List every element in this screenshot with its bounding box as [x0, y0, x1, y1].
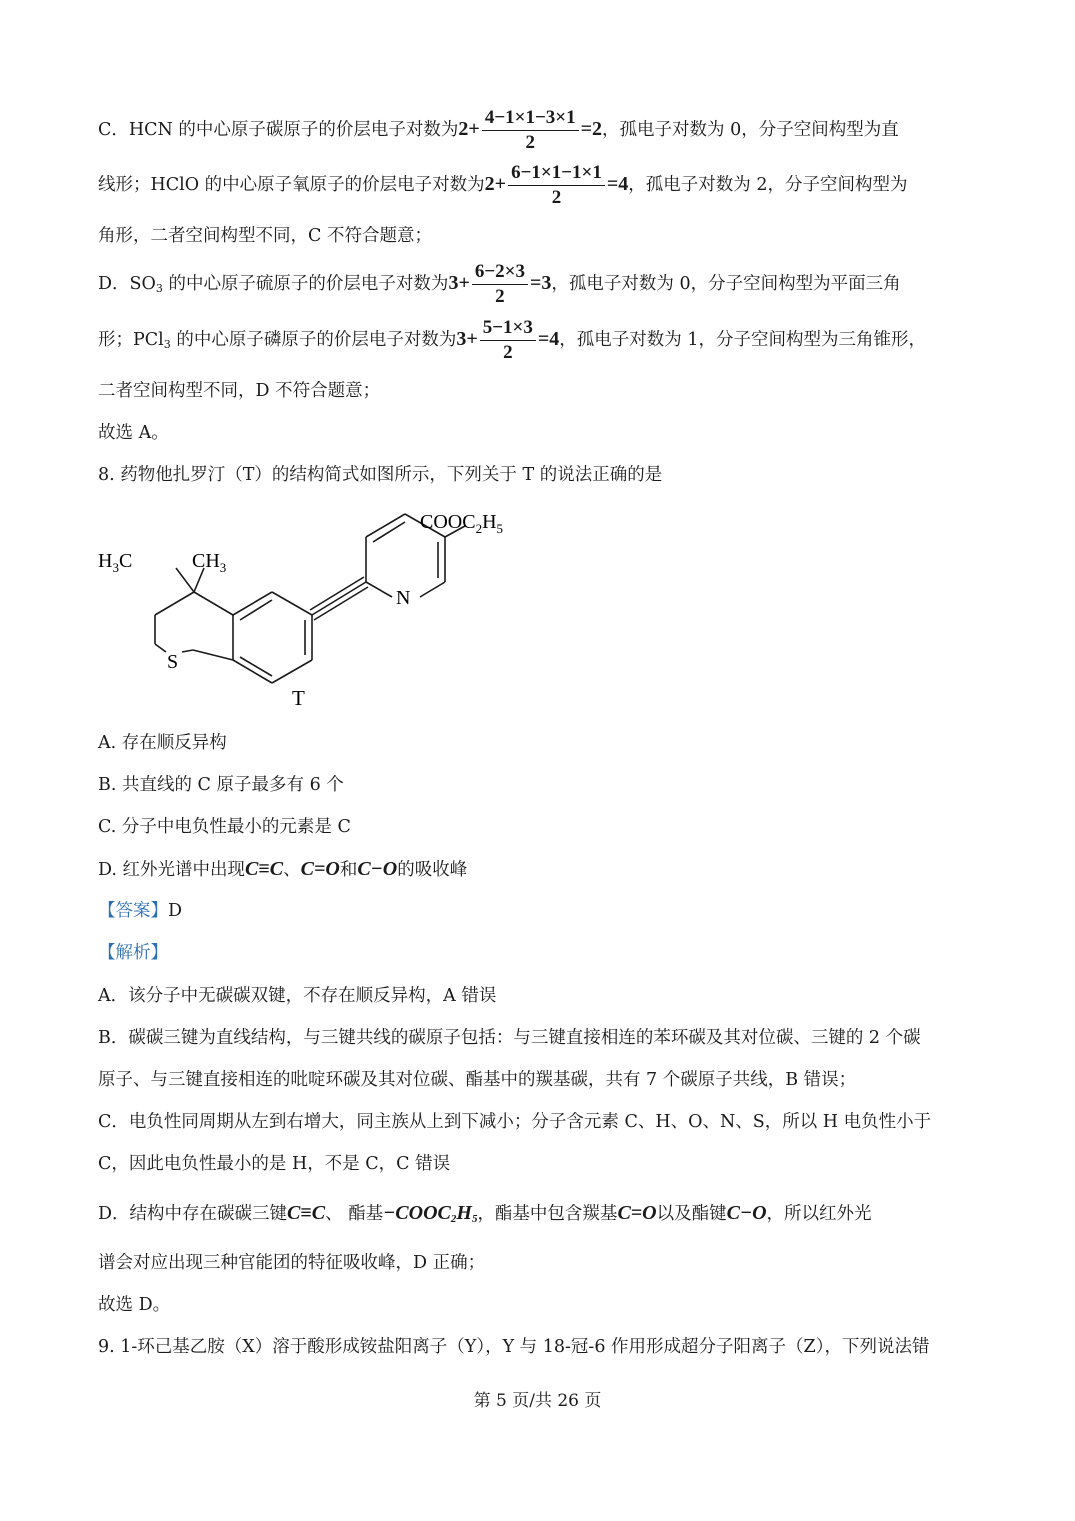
- d-so3-subscript: 3: [155, 282, 163, 295]
- analysis-c1: C．电负性同周期从左到右增大，同主族从上到下减小；分子含元素 C、H、O、N、S，所以 H 电负性小于: [98, 1112, 932, 1132]
- analysis-d1-mid2: ，酯基中包含羰基: [477, 1204, 618, 1224]
- analysis-d1-triple: C≡C: [287, 1202, 326, 1224]
- option-d-double-bond: C=O: [300, 858, 340, 880]
- option-d-single-bond: C−O: [357, 858, 398, 880]
- c-hcn-line: [98, 106, 899, 155]
- analysis-tag: [98, 941, 168, 965]
- analysis-d1-post: ，所以红外光: [766, 1204, 872, 1224]
- d-pcl3-denominator: 2: [503, 342, 513, 363]
- c-hclo-base: 2+: [484, 173, 507, 195]
- answer-value: D: [168, 901, 183, 921]
- d-so3-pre2: 的中心原子硫原子的价层电子对数为: [162, 274, 449, 294]
- d-so3-denominator: 2: [495, 286, 505, 307]
- d-so3-result: =3: [530, 272, 552, 294]
- option-c: C. 分子中电负性最小的元素是 C: [98, 817, 351, 837]
- d-pcl3-subscript: 3: [163, 338, 171, 351]
- option-a: A. 存在顺反异构: [98, 733, 227, 753]
- d-so3-line: [98, 260, 901, 309]
- c-hcn-denominator: 2: [525, 132, 535, 153]
- sulfur-atom-label: S: [167, 651, 179, 673]
- d-so3-suffix: ，孤电子对数为 0，分子空间构型为平面三角: [551, 274, 901, 294]
- c-hcn-suffix: ，孤电子对数为 0，分子空间构型为直: [602, 120, 899, 140]
- page-footer: 第 5 页/共 26 页: [473, 1391, 602, 1411]
- d-pcl3-line: [98, 316, 926, 365]
- answer-line: [98, 899, 182, 923]
- answer-tag: 【答案】: [98, 901, 168, 921]
- analysis-a: A．该分子中无碳碳双键，不存在顺反异构，A 错误: [98, 986, 497, 1006]
- d-so3-base: 3+: [448, 272, 470, 294]
- d-pcl3-base: 3+: [456, 328, 478, 350]
- option-d-pre: D. 红外光谱中出现: [98, 860, 246, 880]
- analysis-d1: [98, 1201, 872, 1231]
- d-pcl3-fraction: [480, 316, 536, 365]
- d-so3-numerator: 6−2×3: [472, 260, 528, 285]
- analysis-d2: 谱会对应出现三种官能团的特征吸收峰，D 正确；: [98, 1253, 486, 1273]
- analysis-d1-carbonyl: C=O: [617, 1202, 657, 1224]
- option-d: [98, 857, 467, 882]
- d-pcl3-pre: 形；PCl: [98, 330, 164, 350]
- d-so3-fraction: [472, 260, 528, 309]
- c-hclo-fraction: [508, 161, 605, 210]
- nitrogen-atom-label: N: [396, 587, 411, 609]
- left-methyl-label: $H_3C$: [98, 550, 133, 575]
- d-pcl3-result: =4: [537, 328, 560, 350]
- c-hclo-denominator: 2: [551, 187, 562, 208]
- c-hcn-fraction: [482, 106, 579, 155]
- question-8-stem: 8. 药物他扎罗汀（T）的结构简式如图所示，下列关于 T 的说法正确的是: [98, 465, 663, 485]
- c-hcn-result: =2: [580, 118, 603, 140]
- right-methyl-label: $CH_3$: [192, 550, 227, 575]
- c-hclo-line: [98, 161, 907, 210]
- question-9-stem: 9. 1-环己基乙胺（X）溶于酸形成铵盐阳离子（Y），Y 与 18-冠-6 作用形成超分子阳离子（Z），下列说法错: [98, 1337, 930, 1357]
- option-b: B. 共直线的 C 原子最多有 6 个: [98, 775, 344, 795]
- ester-group: $COOC_2H_5$: [420, 511, 504, 536]
- d-so3-pre: D．SO: [98, 274, 156, 294]
- option-d-and: 和: [339, 860, 358, 880]
- c-hcn-prefix: C．HCN 的中心原子碳原子的价层电子对数为: [98, 120, 459, 140]
- c-hclo-numerator: 6−1×1−1×1: [508, 161, 605, 186]
- c-hcn-base: 2+: [458, 118, 480, 140]
- answer-7: 故选 A。: [98, 423, 169, 443]
- conclusion-8: 故选 D。: [98, 1295, 171, 1315]
- c-hcn-numerator: 4−1×1−3×1: [482, 106, 579, 131]
- analysis-d1-pre: D．结构中存在碳碳三键: [98, 1204, 288, 1224]
- option-d-post: 的吸收峰: [397, 860, 468, 880]
- c-end-line: 角形，二者空间构型不同，C 不符合题意；: [98, 226, 432, 246]
- tazarotene-structure: [90, 500, 540, 720]
- analysis-c2: C，因此电负性最小的是 H，不是 C，C 错误: [98, 1154, 451, 1174]
- c-hclo-result: =4: [606, 173, 629, 195]
- analysis-b2: 原子、与三键直接相连的吡啶环碳及其对位碳、酯基中的羰基碳，共有 7 个碳原子共线，B 错误；: [98, 1070, 857, 1090]
- d-pcl3-numerator: 5−1×3: [480, 316, 536, 341]
- option-d-sep: 、: [283, 860, 301, 880]
- d-pcl3-suffix: ，孤电子对数为 1，分子空间构型为三角锥形，: [559, 330, 926, 350]
- analysis-d1-mid3: 以及酯键: [656, 1204, 727, 1224]
- analysis-d1-ester-bond: C−O: [726, 1202, 767, 1224]
- c-hclo-suffix: ，孤电子对数为 2，分子空间构型为: [628, 175, 908, 195]
- option-d-triple-bond: C≡C: [245, 858, 284, 880]
- c-hclo-prefix: 线形；HClO 的中心原子氧原子的价层电子对数为: [98, 175, 485, 195]
- analysis-d1-ester: $-COOC_2H_5$: [383, 1202, 478, 1225]
- structure-caption: T: [292, 686, 305, 710]
- d-pcl3-pre2: 的中心原子磷原子的价层电子对数为: [170, 330, 457, 350]
- analysis-d1-mid: 、 酯基: [325, 1204, 384, 1224]
- analysis-tag-text: 【解析】: [98, 943, 168, 963]
- d-end-line: 二者空间构型不同，D 不符合题意；: [98, 381, 381, 401]
- analysis-b1: B．碳碳三键为直线结构，与三键共线的碳原子包括：与三键直接相连的苯环碳及其对位碳、三键的 2 个碳: [98, 1028, 921, 1048]
